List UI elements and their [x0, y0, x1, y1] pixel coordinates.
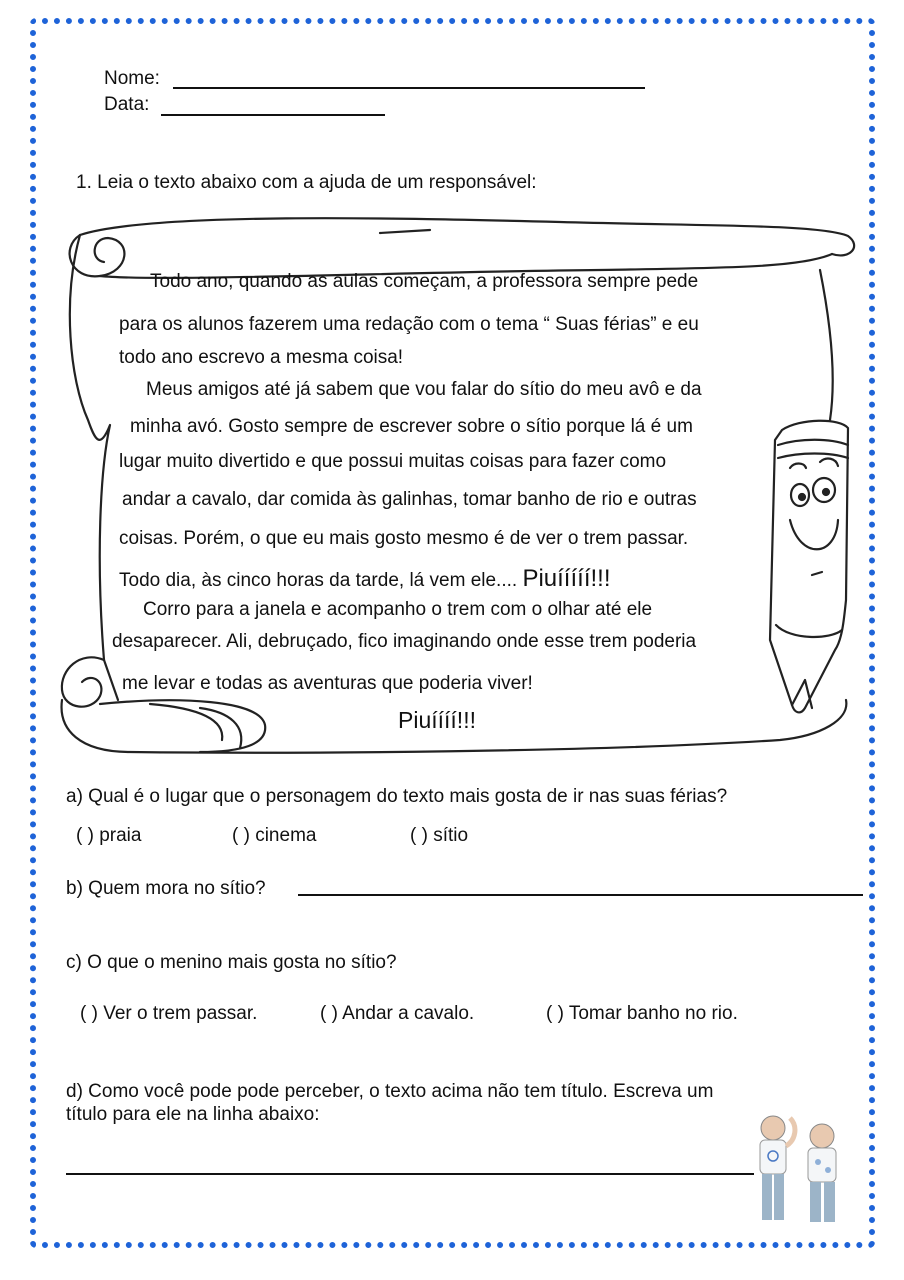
- option-cinema[interactable]: ( ) cinema: [232, 825, 317, 846]
- option-rio[interactable]: ( ) Tomar banho no rio.: [546, 1003, 738, 1024]
- story-line: minha avó. Gosto sempre de escrever sobre o sítio porque lá é um: [130, 416, 693, 437]
- option-praia[interactable]: ( ) praia: [76, 825, 142, 846]
- story-line: andar a cavalo, dar comida às galinhas, tomar banho de rio e outras: [122, 489, 697, 510]
- question-d-line1: d) Como você pode pode perceber, o texto acima não tem título. Escreva um: [66, 1081, 714, 1102]
- story-line: me levar e todas as aventuras que poderia viver!: [122, 673, 533, 694]
- story-line-text: Todo dia, às cinco horas da tarde, lá vem ele....: [119, 570, 518, 591]
- story-line: coisas. Porém, o que eu mais gosto mesmo é de ver o trem passar.: [119, 528, 689, 549]
- name-label: Nome:: [104, 68, 160, 89]
- question-c-text: c) O que o menino mais gosta no sítio?: [66, 952, 397, 973]
- date-label: Data:: [104, 94, 150, 115]
- story-ending: Piuíííí!!!: [398, 707, 476, 733]
- story-line: desaparecer. Ali, debruçado, fico imaginando onde esse trem poderia: [112, 631, 697, 652]
- story-line: lugar muito divertido e que possui muitas coisas para fazer como: [119, 451, 667, 472]
- question-d-line2: título para ele na linha abaixo:: [66, 1104, 320, 1125]
- story-line: Todo ano, quando as aulas começam, a professora sempre pede: [150, 271, 699, 292]
- story-line: todo ano escrevo a mesma coisa!: [119, 347, 404, 368]
- story-line: Corro para a janela e acompanho o trem com o olhar até ele: [143, 599, 653, 620]
- story-line: Meus amigos até já sabem que vou falar do sítio do meu avô e da: [146, 379, 702, 400]
- train-sound-text: Piuííííí!!!: [522, 565, 611, 592]
- story-line: para os alunos fazerem uma redação com o tema “ Suas férias” e eu: [119, 314, 699, 335]
- question-a-text: a) Qual é o lugar que o personagem do texto mais gosta de ir nas suas férias?: [66, 786, 728, 807]
- option-cavalo[interactable]: ( ) Andar a cavalo.: [320, 1003, 475, 1024]
- option-sitio[interactable]: ( ) sítio: [410, 825, 469, 846]
- question-b-text: b) Quem mora no sítio?: [66, 878, 266, 899]
- instruction-text: 1. Leia o texto abaixo com a ajuda de um responsável:: [76, 172, 537, 193]
- option-trem[interactable]: ( ) Ver o trem passar.: [80, 1003, 258, 1024]
